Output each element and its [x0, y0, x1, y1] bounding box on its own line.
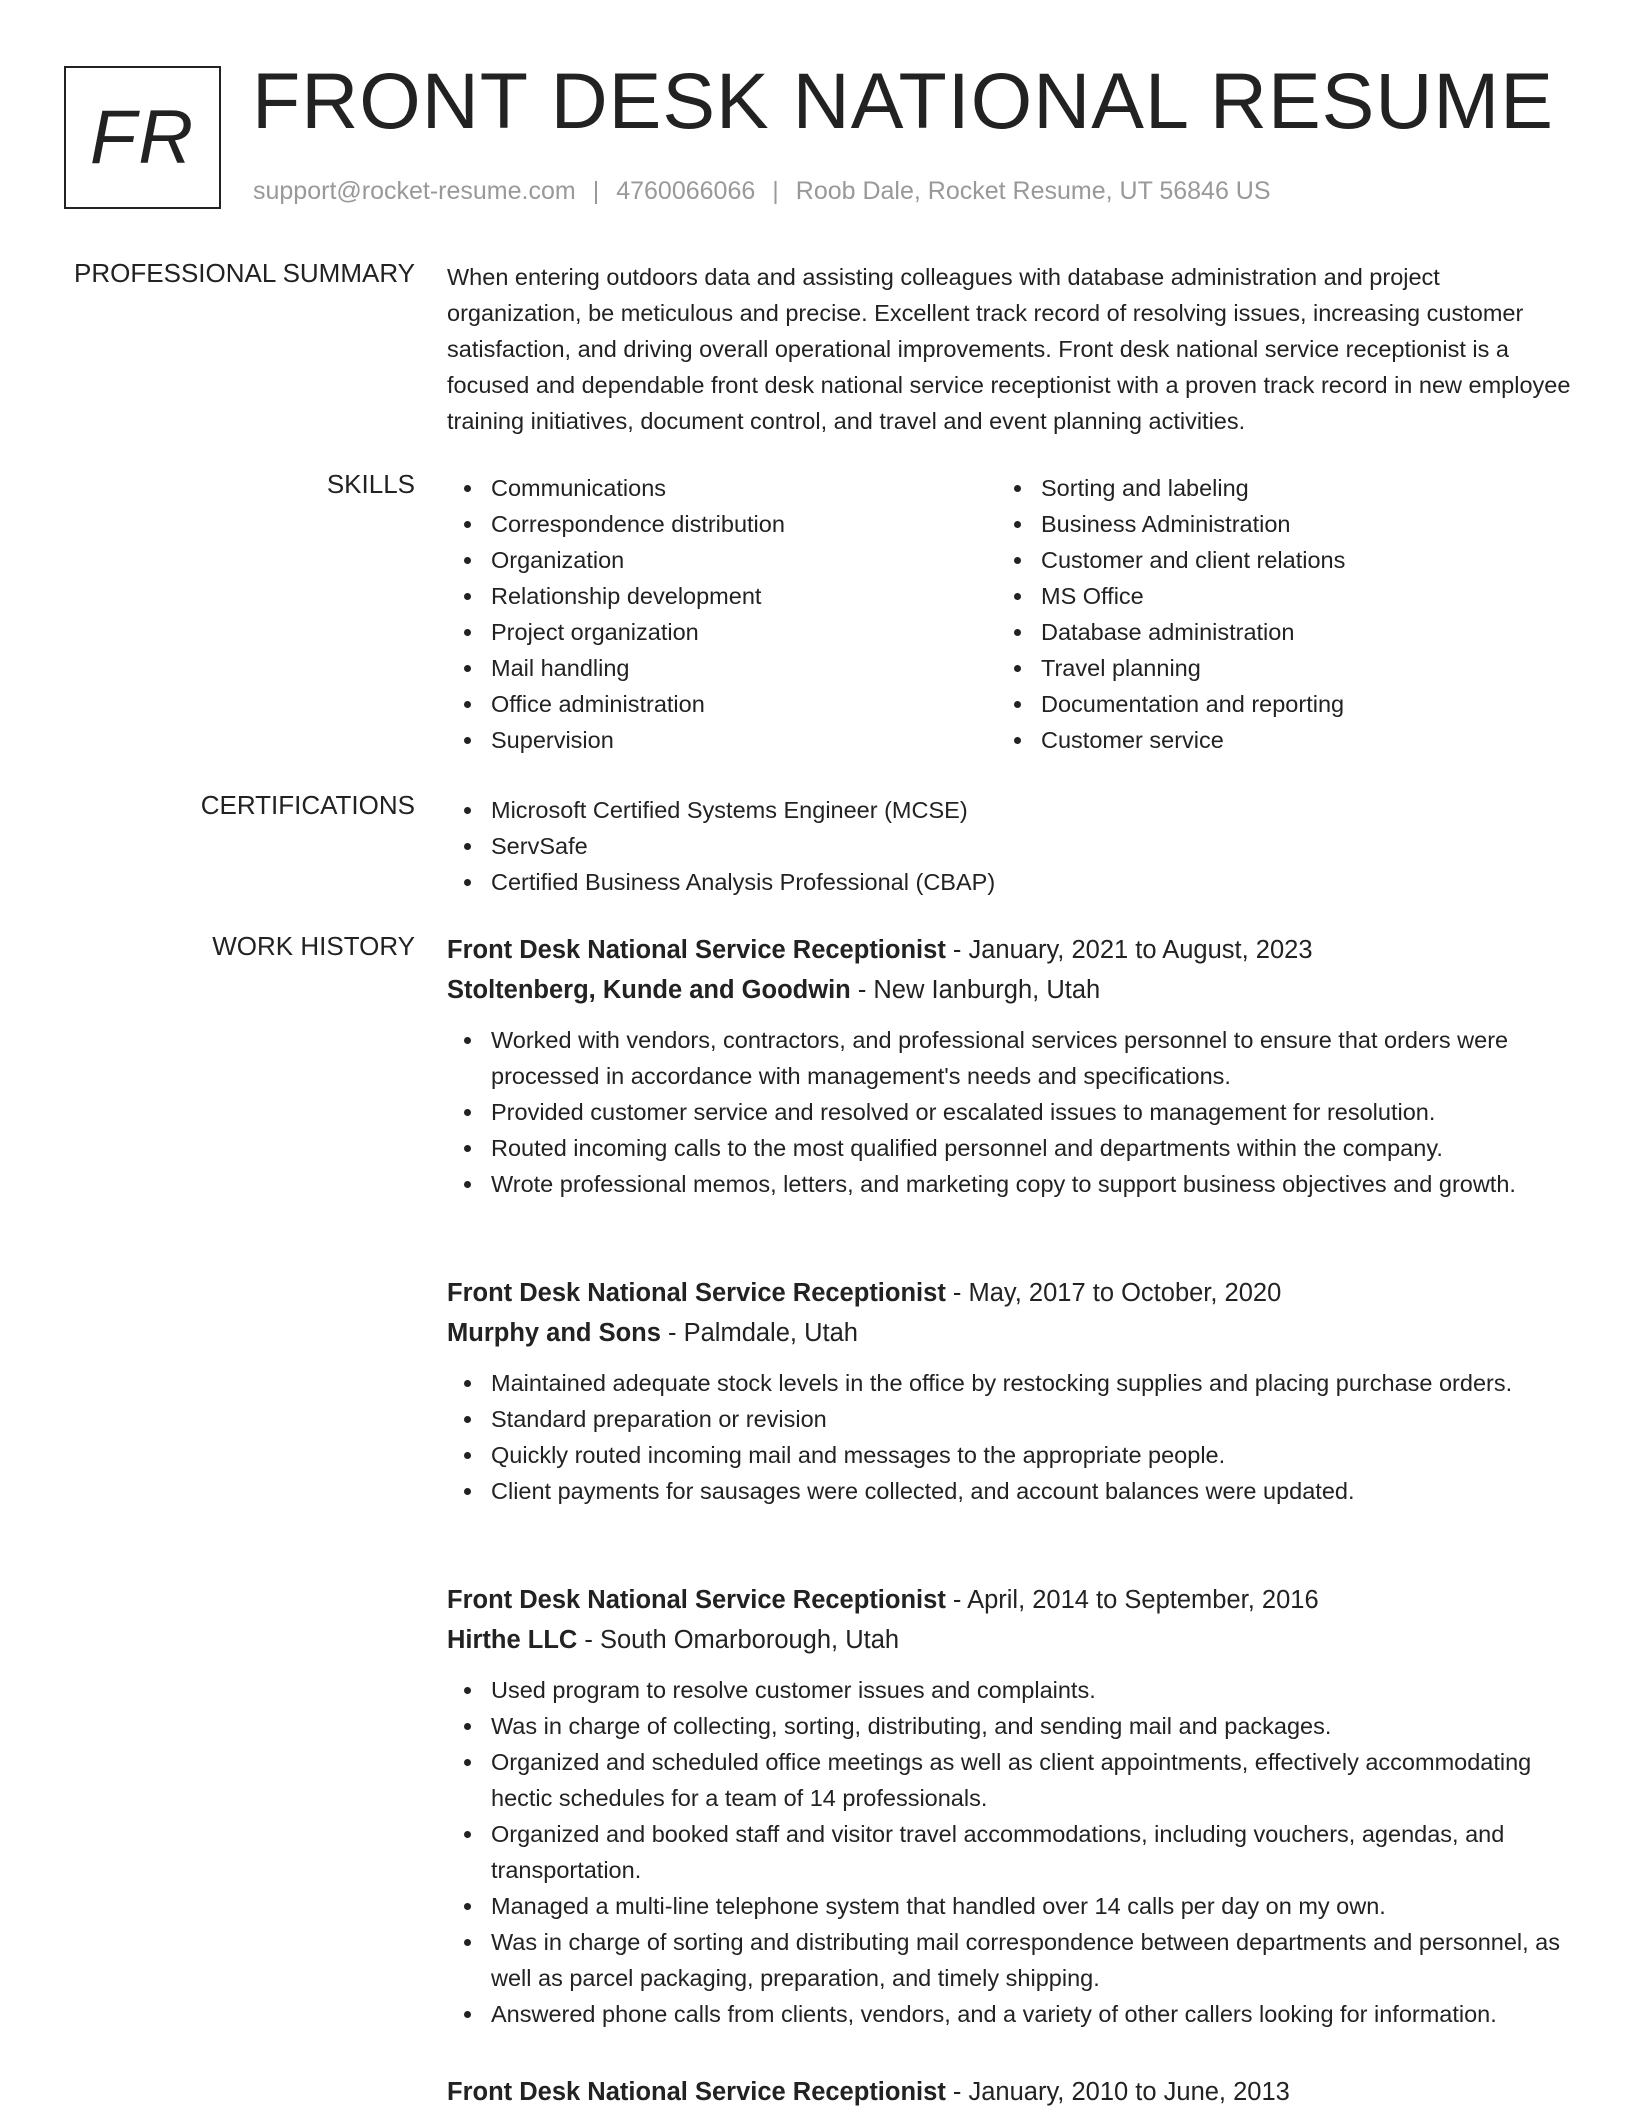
job-dates: - May, 2017 to October, 2020	[945, 1279, 1282, 1307]
job-bullet: Maintained adequate stock levels in the office by restocking supplies and placing purchase orders.	[447, 1365, 1572, 1401]
skill-item: Database administration	[997, 614, 1547, 650]
job-entry	[447, 1273, 1572, 1509]
contact-separator: |	[592, 177, 600, 205]
job-bullet: Organized and scheduled office meetings as well as client appointments, effectively accommodating hectic schedules for a team of 14 professionals.	[447, 1744, 1572, 1816]
contact-phone: 4760066066	[616, 177, 756, 205]
job-location: - Palmdale, Utah	[660, 1319, 858, 1347]
job-bullet-list	[447, 1672, 1572, 2032]
skills-list	[447, 470, 1572, 758]
contact-address: Roob Dale, Rocket Resume, UT 56846 US	[795, 177, 1271, 205]
job-bullet: Answered phone calls from clients, vendors, and a variety of other callers looking for information.	[447, 1996, 1572, 2032]
job-bullet: Was in charge of collecting, sorting, distributing, and sending mail and packages.	[447, 1708, 1572, 1744]
job-location: - New Ianburgh, Utah	[850, 976, 1101, 1004]
job-bullet: Organized and booked staff and visitor travel accommodations, including vouchers, agendas, and transportation.	[447, 1816, 1572, 1888]
skills-column-right	[997, 470, 1547, 758]
job-title-line	[447, 1273, 1572, 1313]
skill-item: Project organization	[447, 614, 997, 650]
monogram-badge	[64, 66, 221, 209]
job-title: Front Desk National Service Receptionist	[447, 2078, 946, 2106]
job-bullet: Managed a multi-line telephone system that handled over 14 calls per day on my own.	[447, 1888, 1572, 1924]
contact-line	[253, 177, 1271, 206]
skill-item: Correspondence distribution	[447, 506, 997, 542]
job-bullet: Routed incoming calls to the most qualified personnel and departments within the company.	[447, 1130, 1572, 1166]
contact-separator: |	[772, 177, 779, 205]
section-label-summary: PROFESSIONAL SUMMARY	[74, 258, 415, 288]
certification-item: ServSafe	[447, 828, 1572, 864]
skill-item: MS Office	[997, 578, 1547, 614]
job-dates: - January, 2021 to August, 2023	[945, 936, 1313, 964]
skill-item: Documentation and reporting	[997, 686, 1547, 722]
skill-item: Customer service	[997, 722, 1547, 758]
certification-item: Certified Business Analysis Professional (CBAP)	[447, 864, 1572, 900]
job-bullet-list	[447, 1365, 1572, 1509]
job-bullet: Used program to resolve customer issues and complaints.	[447, 1672, 1572, 1708]
job-bullet: Quickly routed incoming mail and messages to the appropriate people.	[447, 1437, 1572, 1473]
job-company: Murphy and Sons	[447, 1319, 661, 1347]
job-company-line	[447, 1620, 1572, 1660]
job-company-line	[447, 970, 1572, 1010]
job-title-line	[447, 2072, 1572, 2112]
page-title: FRONT DESK NATIONAL RESUME	[252, 56, 1554, 145]
job-dates: - April, 2014 to September, 2016	[945, 1586, 1319, 1614]
job-location: - South Omarborough, Utah	[577, 1626, 900, 1654]
job-bullet: Wrote professional memos, letters, and marketing copy to support business objectives and growth.	[447, 1166, 1572, 1202]
skill-item: Office administration	[447, 686, 997, 722]
job-entry	[447, 2072, 1572, 2112]
section-label-work-history: WORK HISTORY	[212, 931, 415, 961]
job-title-line	[447, 930, 1572, 970]
skill-item: Travel planning	[997, 650, 1547, 686]
job-bullet: Standard preparation or revision	[447, 1401, 1572, 1437]
job-bullet: Client payments for sausages were collected, and account balances were updated.	[447, 1473, 1572, 1509]
job-entry	[447, 1580, 1572, 2032]
job-bullet-list	[447, 1022, 1572, 1202]
section-label-certifications: CERTIFICATIONS	[200, 790, 415, 820]
skill-item: Supervision	[447, 722, 997, 758]
summary-text: When entering outdoors data and assisting colleagues with database administration and project organization, be meticulous and precise. Excellent track record of resolving issues, increasing customer satisfaction, and driving overall operational improvements. Front desk national service receptionist is a focused and dependable front desk national service receptionist with a proven track record in new employee training initiatives, document control, and travel and event planning activities.	[447, 264, 1571, 434]
skill-item: Mail handling	[447, 650, 997, 686]
job-bullet: Was in charge of sorting and distributing mail correspondence between departments and personnel, as well as parcel packaging, preparation, and timely shipping.	[447, 1924, 1572, 1996]
job-bullet: Provided customer service and resolved or escalated issues to management for resolution.	[447, 1094, 1572, 1130]
job-company-line	[447, 1313, 1572, 1353]
skills-column-left	[447, 470, 997, 758]
section-label-skills: SKILLS	[326, 469, 415, 499]
job-dates: - January, 2010 to June, 2013	[945, 2078, 1290, 2106]
skill-item: Business Administration	[997, 506, 1547, 542]
monogram-text: FR	[89, 95, 196, 180]
job-entry	[447, 930, 1572, 1202]
job-title: Front Desk National Service Receptionist	[447, 936, 946, 964]
certification-item: Microsoft Certified Systems Engineer (MCSE)	[447, 792, 1572, 828]
skill-item: Sorting and labeling	[997, 470, 1547, 506]
skill-item: Organization	[447, 542, 997, 578]
skill-item: Communications	[447, 470, 997, 506]
job-company: Stoltenberg, Kunde and Goodwin	[447, 976, 851, 1004]
job-title: Front Desk National Service Receptionist	[447, 1586, 946, 1614]
job-title: Front Desk National Service Receptionist	[447, 1279, 946, 1307]
job-title-line	[447, 1580, 1572, 1620]
contact-email: support@rocket-resume.com	[253, 177, 576, 205]
certifications-list	[447, 792, 1572, 900]
job-bullet: Worked with vendors, contractors, and professional services personnel to ensure that orders were processed in accordance with management's needs and specifications.	[447, 1022, 1572, 1094]
job-company: Hirthe LLC	[447, 1626, 578, 1654]
skill-item: Relationship development	[447, 578, 997, 614]
skill-item: Customer and client relations	[997, 542, 1547, 578]
